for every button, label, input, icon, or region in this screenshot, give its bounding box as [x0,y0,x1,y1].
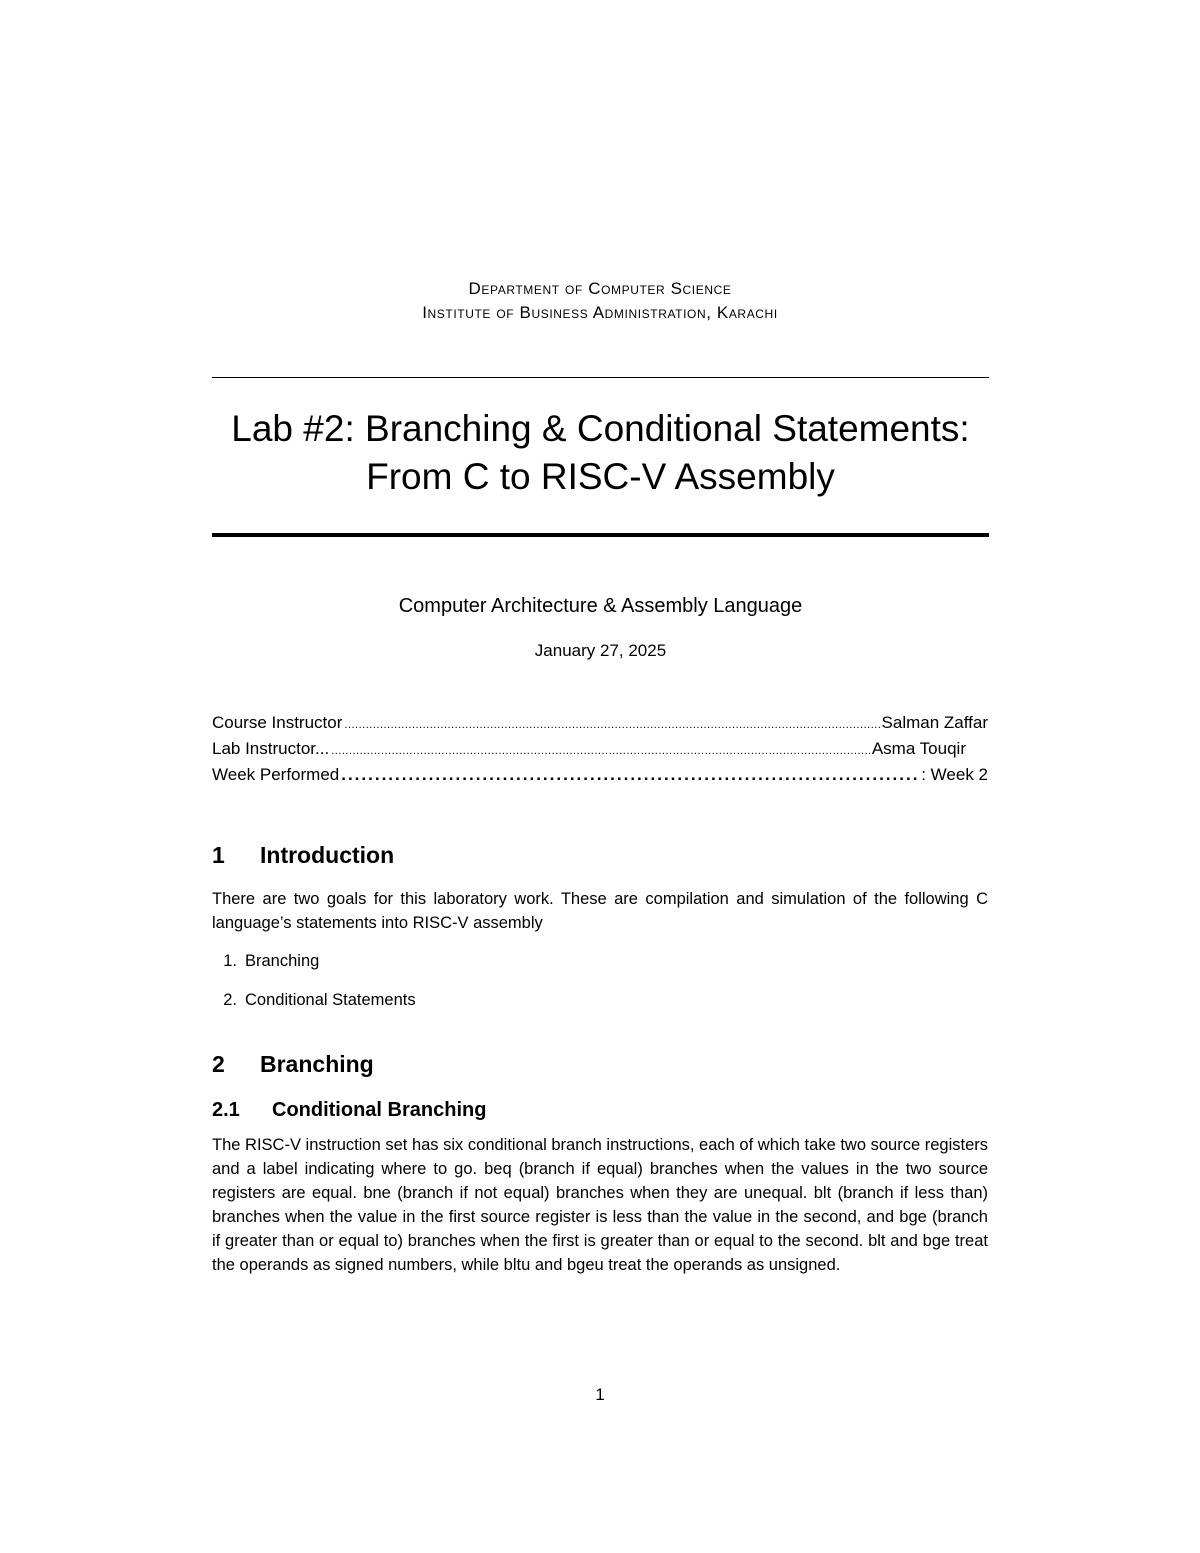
subsection-heading [212,1097,988,1123]
info-row-course-instructor [212,711,988,737]
section-introduction [212,840,988,1012]
list-item [212,949,988,973]
info-label: Course Instructor [212,713,343,732]
section-number: 1 [212,842,225,868]
list-marker: 2. [223,991,237,1009]
info-row-week-performed [212,763,988,787]
course-name: Computer Architecture & Assembly Language [398,595,803,617]
lab-info-table [212,711,988,787]
institute-name: Institute of Business Administration, Karachi [422,303,778,322]
intro-paragraph: There are two goals for this laboratory work. These are compilation and simulation of the following C language’s statements into RISC-V assembly [212,890,988,932]
section-title: Introduction [260,842,395,868]
goals-list [212,949,988,1012]
list-marker: 1. [223,952,237,970]
section-heading [212,1049,988,1079]
info-value: Salman Zaffar [881,713,988,732]
section-number: 2 [212,1051,225,1077]
subsection-number: 2.1 [212,1099,240,1121]
title-top-rule [212,377,989,378]
title-bottom-rule [212,533,989,537]
leader-dots [344,713,879,737]
institution-header [212,277,988,325]
page-number: 1 [595,1385,605,1404]
info-label: Week Performed [212,765,340,784]
title-line-1: Lab #2: Branching & Conditional Statements: [231,408,970,449]
title-line-2: From C to RISC-V Assembly [366,456,835,497]
leader-dots [341,763,919,787]
info-value: : Week 2 [921,765,988,784]
list-item-text: Branching [245,952,320,970]
info-label: Lab Instructor... [212,739,330,758]
leader-dots [331,739,870,763]
department-name: Department of Computer Science [468,279,732,298]
section-branching [212,1049,988,1277]
section-title: Branching [260,1051,374,1077]
list-item-text: Conditional Statements [245,991,416,1009]
branching-paragraph: The RISC-V instruction set has six conditional branch instructions, each of which take two source registers and a label indicating where to go. beq (branch if equal) branches when the values in the two source registers are equal. bne (branch if not equal) branches when they are unequal. blt (branch if less than) branches when the value in the first source register is less than the value in the second, and bge (branch if greater than or equal to) branches when the first is greater than or equal to the second. blt and bge treat the operands as signed numbers, while bltu and bgeu treat the operands as unsigned. [212,1136,988,1274]
info-row-lab-instructor [212,737,966,763]
section-heading [212,840,988,870]
info-value: Asma Touqir [871,739,966,758]
subsection-title: Conditional Branching [272,1099,487,1121]
document-date: January 27, 2025 [534,641,667,660]
document-title [212,405,989,501]
list-item [212,988,988,1012]
